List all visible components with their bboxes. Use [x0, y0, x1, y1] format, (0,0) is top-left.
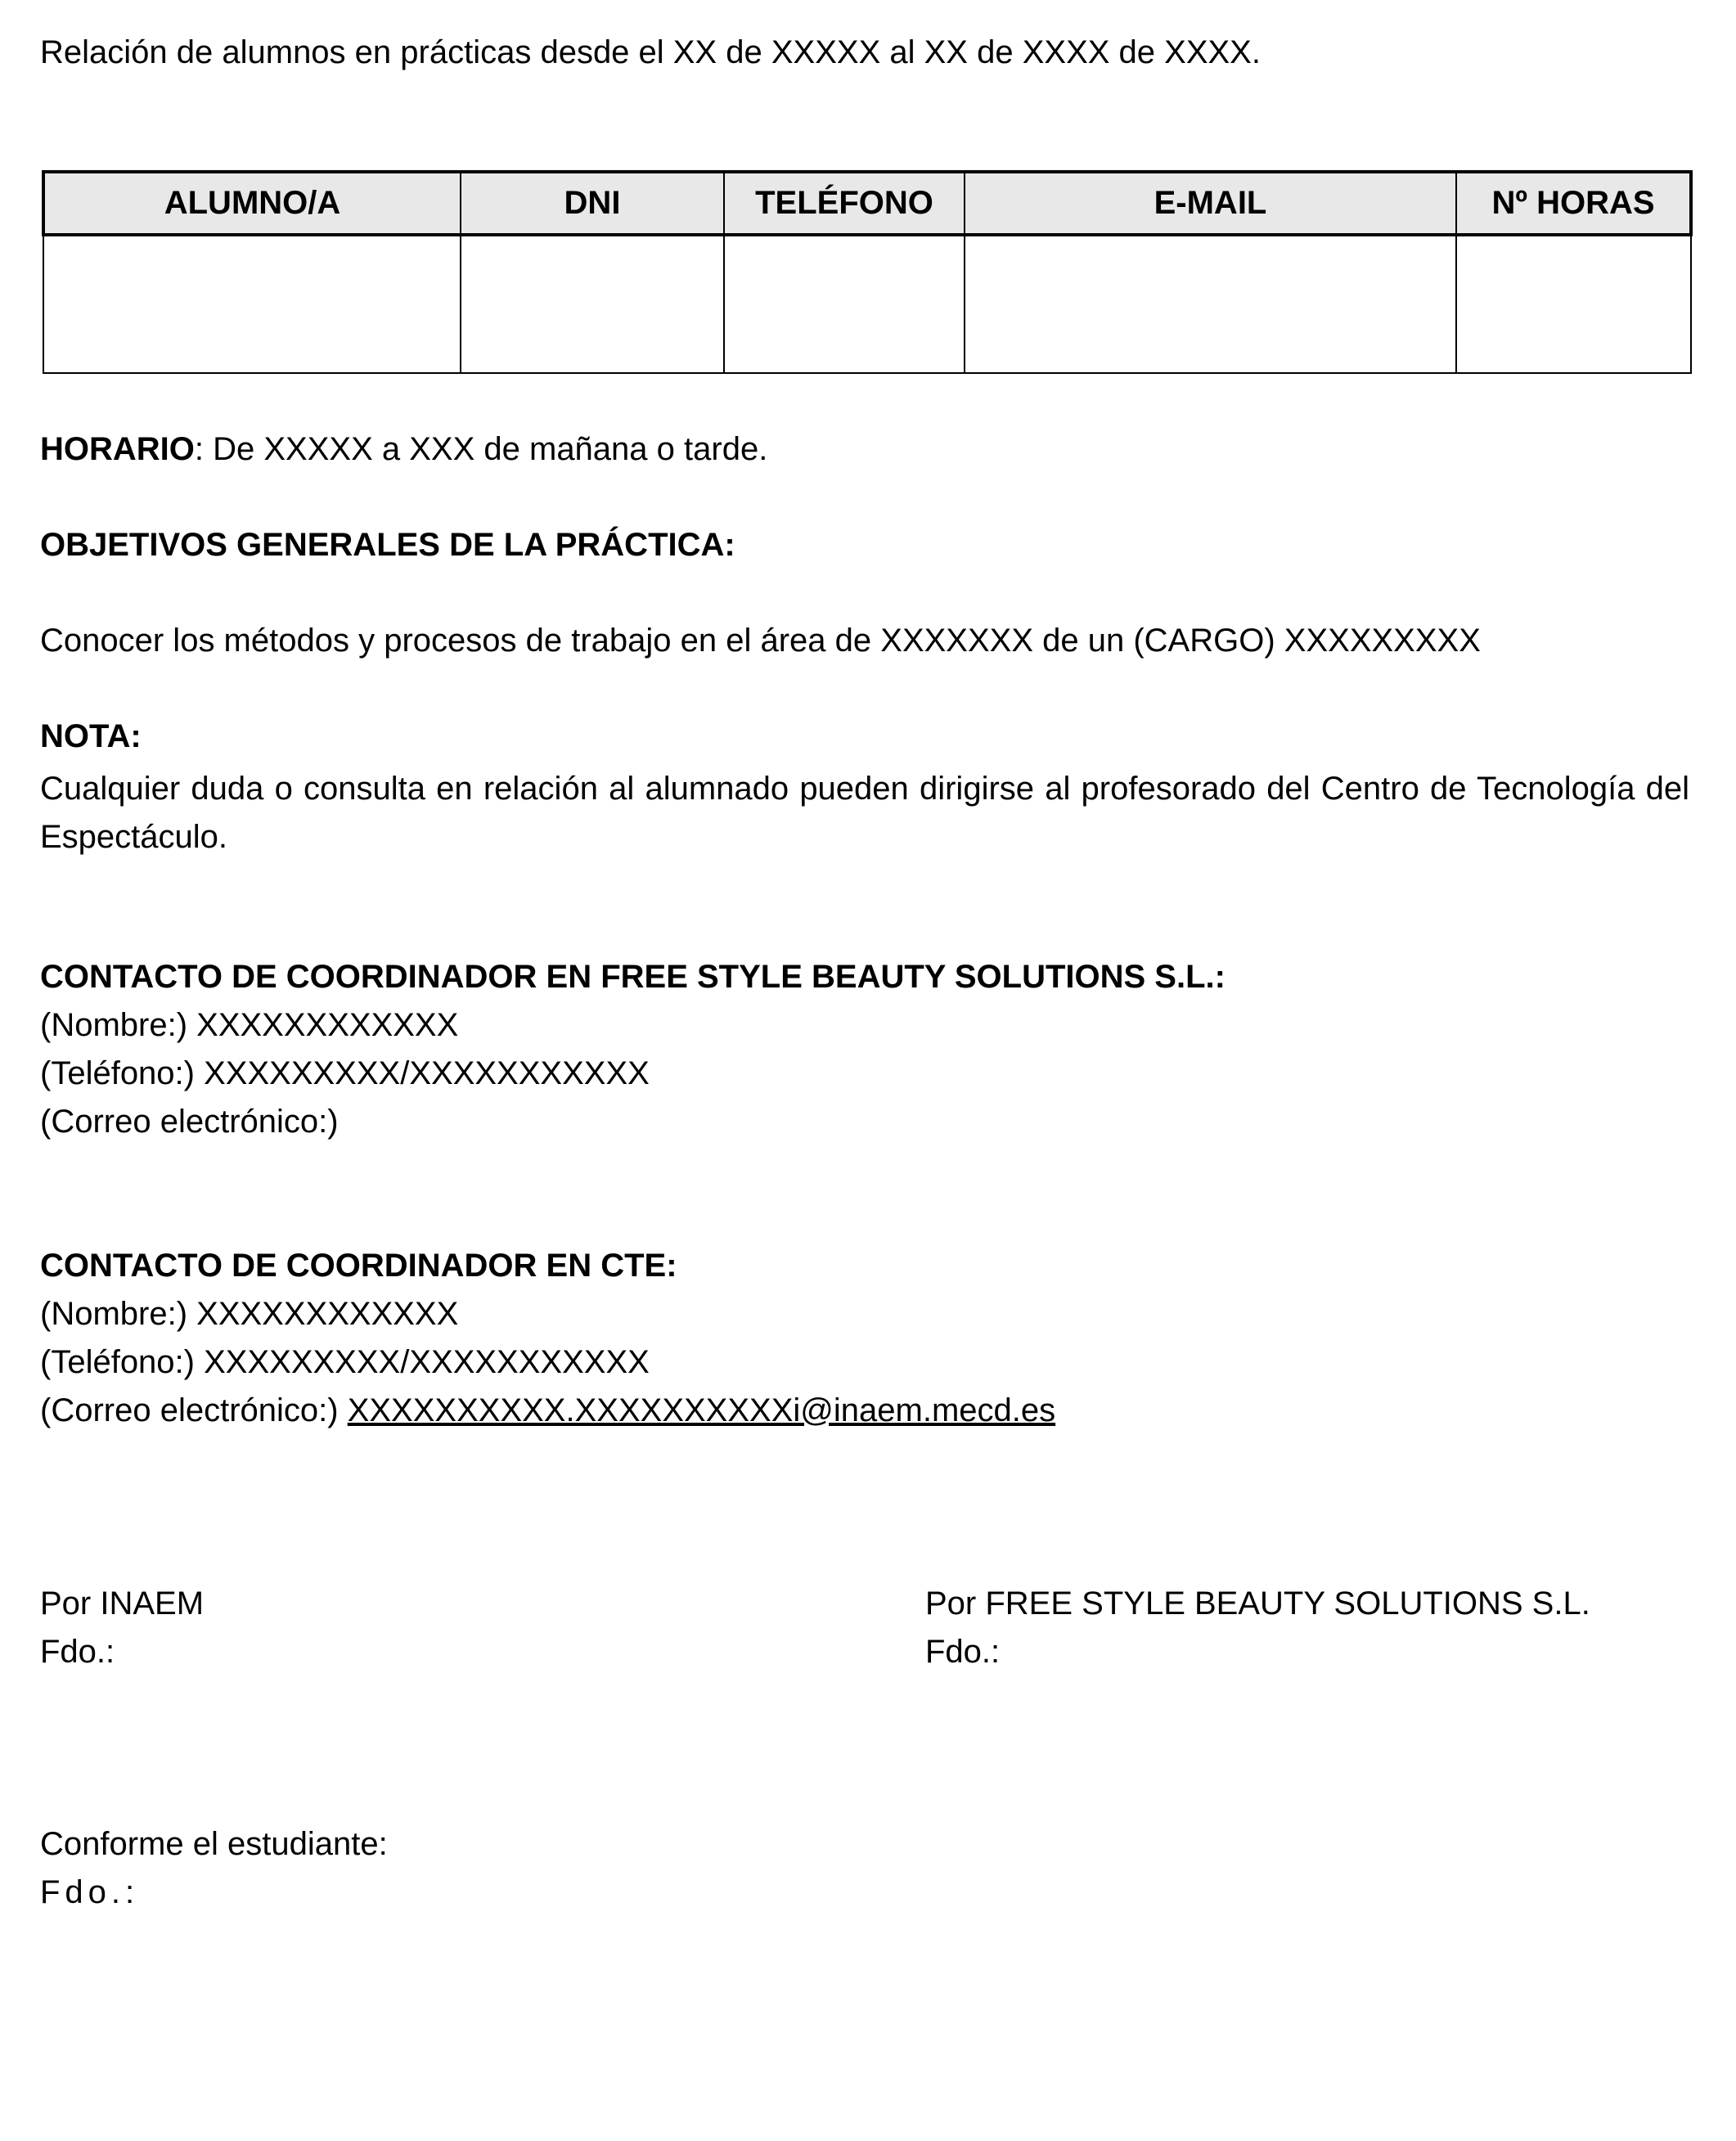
alumnos-table: [42, 170, 1693, 374]
contacto-empresa-telefono: (Teléfono:) XXXXXXXXX/XXXXXXXXXXX: [40, 1055, 650, 1091]
contacto-empresa-correo: (Correo electrónico:): [40, 1104, 339, 1140]
cell-horas[interactable]: [1456, 235, 1691, 373]
contacto-cte-nombre: (Nombre:) XXXXXXXXXXXX: [40, 1296, 459, 1332]
firma-estudiante: Conforme el estudiante:: [40, 1826, 388, 1862]
cell-email[interactable]: [965, 235, 1456, 373]
column-header-alumno: ALUMNO/A: [43, 172, 461, 235]
nota-text: Cualquier duda o consulta en relación al alumnado pueden dirigirse al profesorado del Centro de Tecnología del Espectáculo.: [40, 771, 1689, 855]
firma-inaem-fdo: Fdo.:: [40, 1634, 115, 1670]
contacto-cte-correo: [40, 1394, 1055, 1427]
table-row: [43, 235, 1691, 373]
column-header-dni: DNI: [461, 172, 724, 235]
cell-alumno[interactable]: [43, 235, 461, 373]
contacto-cte-email-link[interactable]: XXXXXXXXXX.XXXXXXXXXXi@inaem.mecd.es: [347, 1392, 1056, 1428]
horario-line: [40, 433, 767, 466]
firma-empresa: Por FREE STYLE BEAUTY SOLUTIONS S.L.: [925, 1586, 1590, 1621]
contacto-cte-heading: CONTACTO DE COORDINADOR EN CTE:: [40, 1248, 677, 1284]
column-header-email: E-MAIL: [965, 172, 1456, 235]
column-header-telefono: TELÉFONO: [724, 172, 965, 235]
contacto-cte-correo-label: (Correo electrónico:): [40, 1392, 348, 1428]
firma-estudiante-fdo: Fdo.:: [40, 1874, 140, 1910]
objetivos-heading: OBJETIVOS GENERALES DE LA PRÁCTICA:: [40, 527, 735, 563]
contacto-cte-telefono: (Teléfono:) XXXXXXXXX/XXXXXXXXXXX: [40, 1344, 650, 1380]
column-header-horas: Nº HORAS: [1456, 172, 1691, 235]
intro-text: Relación de alumnos en prácticas desde el XX de XXXXX al XX de XXXX de XXXX.: [40, 34, 1261, 70]
firma-inaem: Por INAEM: [40, 1586, 205, 1621]
contacto-empresa-heading: CONTACTO DE COORDINADOR EN FREE STYLE BEAUTY SOLUTIONS S.L.:: [40, 959, 1226, 995]
table-header-row: [43, 172, 1691, 235]
horario-text: : De XXXXX a XXX de mañana o tarde.: [194, 431, 768, 467]
contacto-empresa-nombre: (Nombre:) XXXXXXXXXXXX: [40, 1007, 459, 1043]
firma-empresa-fdo: Fdo.:: [925, 1634, 1001, 1670]
cell-telefono[interactable]: [724, 235, 965, 373]
nota-heading: NOTA:: [40, 718, 142, 754]
horario-label: HORARIO: [40, 431, 195, 467]
cell-dni[interactable]: [461, 235, 724, 373]
objetivos-text: Conocer los métodos y procesos de trabajo en el área de XXXXXXX de un (CARGO) XXXXXXXXX: [40, 623, 1481, 659]
